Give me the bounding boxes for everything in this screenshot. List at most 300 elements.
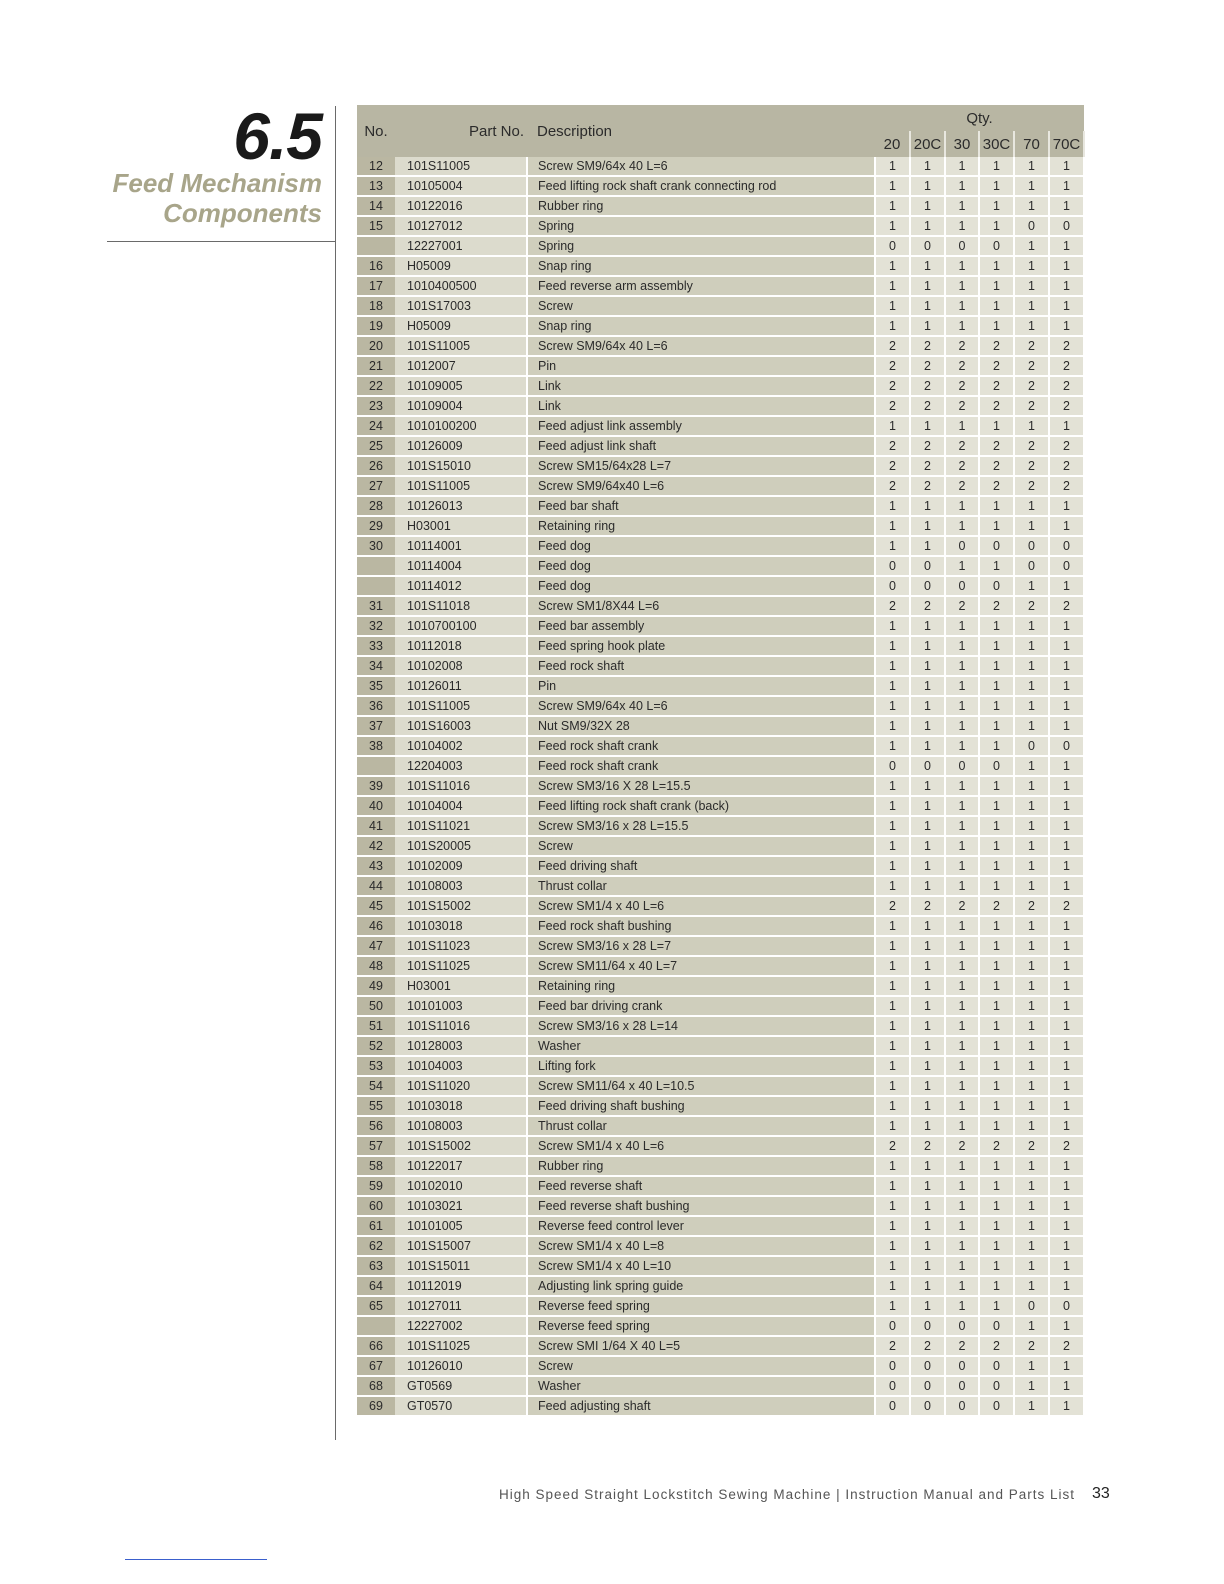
cell-qty: 2 (979, 356, 1014, 376)
cell-qty: 2 (945, 336, 979, 356)
cell-part-no: 10114001 (395, 536, 527, 556)
cell-qty: 2 (1049, 396, 1084, 416)
cell-qty: 0 (910, 1316, 945, 1336)
cell-qty: 1 (1049, 1396, 1084, 1416)
cell-qty: 1 (1014, 796, 1049, 816)
cell-qty: 1 (1014, 716, 1049, 736)
table-row (357, 616, 1084, 636)
cell-qty: 1 (945, 496, 979, 516)
cell-qty: 0 (910, 556, 945, 576)
cell-qty: 1 (979, 556, 1014, 576)
cell-qty: 1 (979, 1056, 1014, 1076)
cell-qty: 1 (945, 616, 979, 636)
cell-qty: 1 (979, 676, 1014, 696)
cell-description: Spring (527, 236, 875, 256)
cell-qty: 1 (1049, 1276, 1084, 1296)
cell-qty: 1 (945, 856, 979, 876)
cell-qty: 2 (1049, 476, 1084, 496)
cell-no: 65 (357, 1296, 395, 1316)
cell-description: Screw SM3/16 x 28 L=14 (527, 1016, 875, 1036)
cell-qty: 1 (979, 736, 1014, 756)
table-row (357, 356, 1084, 376)
cell-part-no: 12204003 (395, 756, 527, 776)
cell-qty: 1 (979, 1076, 1014, 1096)
table-row (357, 656, 1084, 676)
cell-qty: 0 (979, 756, 1014, 776)
cell-qty: 1 (1014, 776, 1049, 796)
cell-qty: 1 (979, 816, 1014, 836)
cell-qty: 1 (945, 556, 979, 576)
header-qty-model: 20C (910, 131, 945, 157)
table-row (357, 1076, 1084, 1096)
cell-qty: 0 (979, 1396, 1014, 1416)
table-row (357, 1216, 1084, 1236)
cell-part-no: 101S11016 (395, 1016, 527, 1036)
cell-qty: 2 (1049, 336, 1084, 356)
cell-description: Feed reverse shaft (527, 1176, 875, 1196)
cell-qty: 1 (1014, 916, 1049, 936)
cell-qty: 1 (979, 1296, 1014, 1316)
cell-no: 60 (357, 1196, 395, 1216)
cell-qty: 1 (979, 696, 1014, 716)
cell-no: 63 (357, 1256, 395, 1276)
cell-qty: 0 (910, 1356, 945, 1376)
cell-qty: 1 (875, 1116, 910, 1136)
cell-qty: 2 (875, 436, 910, 456)
cell-description: Feed dog (527, 536, 875, 556)
cell-part-no: 10122016 (395, 196, 527, 216)
cell-qty: 1 (979, 616, 1014, 636)
cell-qty: 1 (945, 516, 979, 536)
cell-qty: 1 (1049, 1176, 1084, 1196)
cell-qty: 1 (875, 1256, 910, 1276)
header-description: Description (527, 105, 875, 157)
cell-qty: 1 (875, 936, 910, 956)
cell-qty: 1 (979, 936, 1014, 956)
table-row (357, 396, 1084, 416)
cell-qty: 1 (1014, 196, 1049, 216)
cell-qty: 1 (979, 996, 1014, 1016)
table-row (357, 956, 1084, 976)
cell-qty: 2 (1014, 1336, 1049, 1356)
cell-no: 15 (357, 216, 395, 236)
cell-qty: 1 (910, 916, 945, 936)
cell-qty: 2 (1014, 596, 1049, 616)
cell-qty: 0 (1014, 216, 1049, 236)
cell-qty: 1 (910, 157, 945, 176)
cell-description: Feed bar assembly (527, 616, 875, 636)
cell-qty: 1 (910, 796, 945, 816)
cell-qty: 0 (945, 1316, 979, 1336)
cell-qty: 2 (945, 456, 979, 476)
cell-qty: 1 (1049, 936, 1084, 956)
cell-qty: 2 (945, 476, 979, 496)
cell-qty: 1 (875, 856, 910, 876)
table-row (357, 1036, 1084, 1056)
cell-qty: 1 (945, 676, 979, 696)
cell-qty: 1 (1049, 176, 1084, 196)
cell-qty: 0 (979, 1376, 1014, 1396)
cell-qty: 1 (979, 157, 1014, 176)
cell-qty: 2 (945, 376, 979, 396)
cell-qty: 1 (1014, 1056, 1049, 1076)
cell-qty: 1 (910, 616, 945, 636)
cell-qty: 1 (1014, 1116, 1049, 1136)
cell-qty: 1 (945, 1256, 979, 1276)
table-row (357, 936, 1084, 956)
cell-qty: 1 (1049, 1056, 1084, 1076)
cell-qty: 0 (945, 756, 979, 776)
table-row (357, 276, 1084, 296)
table-row (357, 1196, 1084, 1216)
cell-qty: 1 (1049, 996, 1084, 1016)
cell-qty: 2 (910, 396, 945, 416)
section-title (90, 168, 322, 228)
cell-qty: 1 (1014, 1016, 1049, 1036)
cell-part-no: 101S15011 (395, 1256, 527, 1276)
cell-qty: 1 (945, 1276, 979, 1296)
cell-part-no: H03001 (395, 976, 527, 996)
cell-no: 45 (357, 896, 395, 916)
cell-part-no: 10126009 (395, 436, 527, 456)
cell-qty: 1 (1014, 176, 1049, 196)
cell-qty: 2 (1049, 896, 1084, 916)
cell-qty: 1 (1014, 1256, 1049, 1276)
cell-qty: 1 (979, 176, 1014, 196)
cell-qty: 1 (910, 316, 945, 336)
cell-qty: 2 (979, 476, 1014, 496)
cell-no: 57 (357, 1136, 395, 1156)
table-row (357, 816, 1084, 836)
cell-no: 52 (357, 1036, 395, 1056)
cell-qty: 1 (875, 176, 910, 196)
cell-qty: 1 (910, 1116, 945, 1136)
cell-qty: 1 (1049, 1116, 1084, 1136)
cell-qty: 1 (1049, 157, 1084, 176)
cell-part-no: 101S11018 (395, 596, 527, 616)
cell-qty: 1 (945, 1156, 979, 1176)
table-row (357, 1336, 1084, 1356)
cell-qty: 1 (910, 876, 945, 896)
table-row (357, 316, 1084, 336)
cell-qty: 1 (945, 696, 979, 716)
cell-no: 39 (357, 776, 395, 796)
cell-qty: 1 (910, 656, 945, 676)
cell-no: 12 (357, 157, 395, 176)
cell-qty: 1 (1014, 836, 1049, 856)
cell-qty: 1 (979, 836, 1014, 856)
table-row (357, 1136, 1084, 1156)
cell-part-no: H03001 (395, 516, 527, 536)
cell-no: 30 (357, 536, 395, 556)
cell-qty: 0 (1049, 1296, 1084, 1316)
cell-part-no: 101S11005 (395, 476, 527, 496)
cell-qty: 1 (1014, 157, 1049, 176)
cell-qty: 2 (1049, 356, 1084, 376)
cell-qty: 2 (910, 1336, 945, 1356)
cell-qty: 0 (979, 1356, 1014, 1376)
cell-no: 31 (357, 596, 395, 616)
cell-no: 46 (357, 916, 395, 936)
header-qty-model: 30C (979, 131, 1014, 157)
cell-qty: 2 (875, 356, 910, 376)
cell-part-no: 10126013 (395, 496, 527, 516)
cell-description: Feed rock shaft bushing (527, 916, 875, 936)
cell-qty: 1 (875, 196, 910, 216)
cell-description: Feed reverse shaft bushing (527, 1196, 875, 1216)
cell-qty: 0 (945, 576, 979, 596)
cell-qty: 1 (945, 216, 979, 236)
cell-qty: 1 (1014, 1076, 1049, 1096)
cell-qty: 1 (910, 1056, 945, 1076)
cell-part-no: 101S11023 (395, 936, 527, 956)
cell-description: Screw SM9/64x40 L=6 (527, 476, 875, 496)
cell-qty: 2 (910, 456, 945, 476)
cell-part-no: 1010700100 (395, 616, 527, 636)
table-row (357, 916, 1084, 936)
cell-qty: 1 (1014, 756, 1049, 776)
cell-part-no: 101S11025 (395, 1336, 527, 1356)
cell-part-no: 101S16003 (395, 716, 527, 736)
cell-qty: 1 (875, 716, 910, 736)
cell-description: Screw SM3/16 x 28 L=15.5 (527, 816, 875, 836)
cell-qty: 1 (979, 1176, 1014, 1196)
cell-qty: 2 (910, 336, 945, 356)
cell-description: Feed lifting rock shaft crank (back) (527, 796, 875, 816)
cell-qty: 1 (910, 256, 945, 276)
cell-part-no: 10126011 (395, 676, 527, 696)
cell-qty: 1 (1014, 576, 1049, 596)
cell-no: 55 (357, 1096, 395, 1116)
cell-qty: 1 (1014, 976, 1049, 996)
cell-part-no: 10127012 (395, 216, 527, 236)
table-row (357, 576, 1084, 596)
cell-qty: 0 (979, 1316, 1014, 1336)
cell-no (357, 1316, 395, 1336)
cell-part-no: H05009 (395, 256, 527, 276)
cell-qty: 1 (910, 1156, 945, 1176)
cell-no: 13 (357, 176, 395, 196)
cell-qty: 1 (875, 496, 910, 516)
header-qty-model: 20 (875, 131, 910, 157)
cell-qty: 1 (945, 956, 979, 976)
cell-qty: 2 (945, 1336, 979, 1356)
cell-qty: 1 (945, 776, 979, 796)
cell-qty: 1 (945, 636, 979, 656)
cell-qty: 1 (945, 1116, 979, 1136)
table-row (357, 1056, 1084, 1076)
cell-no: 66 (357, 1336, 395, 1356)
cell-qty: 1 (875, 516, 910, 536)
cell-part-no: 101S11005 (395, 696, 527, 716)
cell-qty: 1 (945, 296, 979, 316)
cell-description: Screw SM1/4 x 40 L=6 (527, 896, 875, 916)
cell-qty: 1 (1014, 1036, 1049, 1056)
cell-qty: 1 (979, 1256, 1014, 1276)
cell-no: 50 (357, 996, 395, 1016)
cell-qty: 1 (875, 916, 910, 936)
cell-qty: 2 (1014, 436, 1049, 456)
cell-qty: 1 (875, 1016, 910, 1036)
cell-description: Feed dog (527, 556, 875, 576)
cell-qty: 1 (945, 736, 979, 756)
cell-qty: 2 (875, 376, 910, 396)
table-row (357, 416, 1084, 436)
column-divider (335, 106, 336, 1440)
cell-no: 35 (357, 676, 395, 696)
cell-no: 40 (357, 796, 395, 816)
cell-qty: 1 (979, 856, 1014, 876)
cell-qty: 2 (945, 396, 979, 416)
cell-part-no: 12227002 (395, 1316, 527, 1336)
cell-qty: 1 (1014, 616, 1049, 636)
table-row (357, 676, 1084, 696)
cell-qty: 1 (945, 1056, 979, 1076)
cell-qty: 0 (1049, 736, 1084, 756)
cell-description: Feed dog (527, 576, 875, 596)
cell-qty: 1 (875, 256, 910, 276)
table-row (357, 296, 1084, 316)
cell-qty: 1 (979, 1036, 1014, 1056)
cell-description: Feed lifting rock shaft crank connecting rod (527, 176, 875, 196)
cell-part-no: 101S11005 (395, 157, 527, 176)
cell-qty: 1 (979, 276, 1014, 296)
cell-qty: 0 (945, 1356, 979, 1376)
table-row (357, 496, 1084, 516)
table-row (357, 1376, 1084, 1396)
cell-qty: 1 (979, 256, 1014, 276)
cell-description: Feed reverse arm assembly (527, 276, 875, 296)
cell-qty: 2 (910, 476, 945, 496)
cell-qty: 2 (875, 596, 910, 616)
cell-no: 43 (357, 856, 395, 876)
table-row (357, 736, 1084, 756)
cell-qty: 1 (875, 816, 910, 836)
cell-qty: 1 (1049, 416, 1084, 436)
cell-no: 51 (357, 1016, 395, 1036)
cell-qty: 2 (875, 396, 910, 416)
cell-description: Reverse feed spring (527, 1316, 875, 1336)
cell-qty: 0 (1014, 536, 1049, 556)
cell-qty: 1 (875, 976, 910, 996)
cell-no: 44 (357, 876, 395, 896)
table-row (357, 596, 1084, 616)
cell-part-no: 10105004 (395, 176, 527, 196)
cell-qty: 2 (1049, 436, 1084, 456)
cell-description: Feed bar driving crank (527, 996, 875, 1016)
cell-qty: 1 (1049, 1096, 1084, 1116)
cell-qty: 1 (910, 496, 945, 516)
table-row (357, 1396, 1084, 1416)
cell-qty: 1 (945, 876, 979, 896)
cell-qty: 1 (910, 996, 945, 1016)
cell-no: 59 (357, 1176, 395, 1196)
cell-qty: 1 (910, 1016, 945, 1036)
cell-qty: 1 (910, 856, 945, 876)
cell-no: 41 (357, 816, 395, 836)
header-qty-model: 30 (945, 131, 979, 157)
cell-no: 56 (357, 1116, 395, 1136)
cell-qty: 0 (875, 1396, 910, 1416)
cell-qty: 1 (979, 776, 1014, 796)
cell-qty: 2 (1014, 476, 1049, 496)
cell-qty: 1 (1049, 516, 1084, 536)
cell-no: 42 (357, 836, 395, 856)
cell-qty: 2 (875, 476, 910, 496)
cell-qty: 1 (875, 1036, 910, 1056)
table-row (357, 376, 1084, 396)
cell-qty: 1 (1049, 1376, 1084, 1396)
cell-part-no: 10114012 (395, 576, 527, 596)
cell-part-no: 10109004 (395, 396, 527, 416)
cell-qty: 1 (875, 796, 910, 816)
cell-qty: 1 (875, 956, 910, 976)
cell-no (357, 756, 395, 776)
table-row (357, 436, 1084, 456)
cell-qty: 1 (979, 1016, 1014, 1036)
cell-qty: 1 (945, 276, 979, 296)
page-number: 33 (1092, 1485, 1110, 1502)
cell-description: Screw SM11/64 x 40 L=7 (527, 956, 875, 976)
cell-qty: 1 (1014, 276, 1049, 296)
cell-qty: 1 (945, 256, 979, 276)
cell-part-no: 10102008 (395, 656, 527, 676)
cell-part-no: 101S15007 (395, 1236, 527, 1256)
cell-qty: 2 (979, 396, 1014, 416)
table-row (357, 1156, 1084, 1176)
cell-qty: 1 (979, 316, 1014, 336)
cell-qty: 2 (945, 1136, 979, 1156)
table-row (357, 157, 1084, 176)
table-row (357, 876, 1084, 896)
cell-qty: 0 (1049, 536, 1084, 556)
cell-part-no: 10104002 (395, 736, 527, 756)
table-row (357, 796, 1084, 816)
cell-description: Screw SM9/64x 40 L=6 (527, 157, 875, 176)
cell-qty: 1 (875, 636, 910, 656)
table-row (357, 976, 1084, 996)
cell-qty: 2 (1049, 596, 1084, 616)
cell-description: Thrust collar (527, 1116, 875, 1136)
table-row (357, 176, 1084, 196)
cell-no: 54 (357, 1076, 395, 1096)
cell-qty: 1 (875, 1156, 910, 1176)
cell-qty: 0 (979, 236, 1014, 256)
table-row (357, 896, 1084, 916)
cell-no: 48 (357, 956, 395, 976)
cell-qty: 1 (945, 176, 979, 196)
cell-no: 28 (357, 496, 395, 516)
table-row (357, 1316, 1084, 1336)
cell-qty: 1 (875, 996, 910, 1016)
cell-no: 69 (357, 1396, 395, 1416)
cell-no: 58 (357, 1156, 395, 1176)
cell-qty: 1 (1014, 1176, 1049, 1196)
table-row (357, 776, 1084, 796)
cell-qty: 1 (1014, 1316, 1049, 1336)
cell-qty: 2 (945, 596, 979, 616)
cell-part-no: GT0570 (395, 1396, 527, 1416)
cell-description: Screw SM9/64x 40 L=6 (527, 336, 875, 356)
cell-qty: 2 (1014, 336, 1049, 356)
cell-qty: 2 (979, 456, 1014, 476)
cell-qty: 0 (1014, 556, 1049, 576)
cell-qty: 1 (910, 936, 945, 956)
cell-qty: 1 (1049, 1356, 1084, 1376)
section-number: 6.5 (233, 99, 322, 173)
cell-qty: 1 (1049, 636, 1084, 656)
table-row (357, 556, 1084, 576)
